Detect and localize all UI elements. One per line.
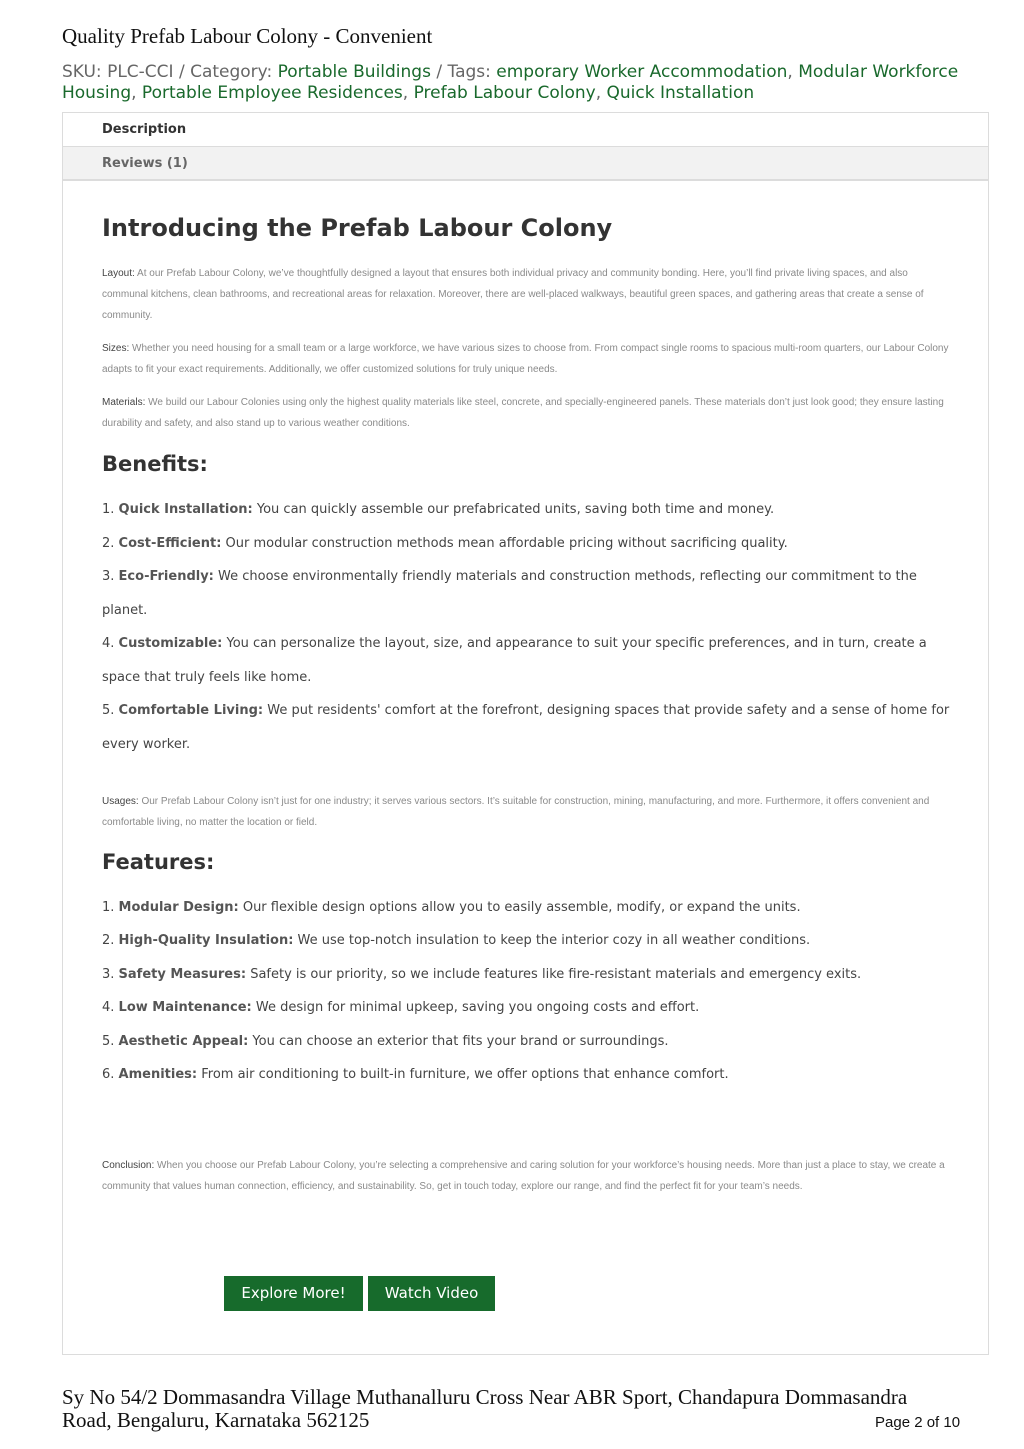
features-heading: Features: xyxy=(102,850,215,874)
feature-text: We design for minimal upkeep, saving you ongoing costs and effort. xyxy=(251,1000,700,1015)
usages-label: Usages: xyxy=(102,796,139,807)
feature-text: You can choose an exterior that fits your brand or surroundings. xyxy=(248,1034,669,1049)
sizes-label: Sizes: xyxy=(102,343,130,354)
usages-text: Our Prefab Labour Colony isn’t just for one industry; it serves various sectors. It’s suitable for construction, mining, manufacturing, and more. Furthermore, it offers convenient and comfortable living, no matter the location or field. xyxy=(102,796,930,828)
feature-item xyxy=(102,924,954,958)
feature-item xyxy=(102,991,954,1025)
materials-label: Materials: xyxy=(102,397,146,408)
feature-title: Safety Measures: xyxy=(118,967,247,982)
benefit-text: We put residents' comfort at the forefront, designing spaces that provide safety and a sense of home for every worker. xyxy=(102,703,950,752)
benefit-title: Eco-Friendly: xyxy=(118,569,214,584)
tag-separator: , xyxy=(787,62,799,82)
list-number: 4. xyxy=(102,1000,119,1015)
tag-separator: , xyxy=(402,83,414,103)
feature-title: Amenities: xyxy=(118,1067,198,1082)
conclusion-label: Conclusion: xyxy=(102,1160,155,1171)
tags-label: / Tags: xyxy=(430,62,497,82)
page-number: Page 2 of 10 xyxy=(875,1414,961,1431)
benefit-title: Comfortable Living: xyxy=(118,703,264,718)
footer-address: Sy No 54/2 Dommasandra Village Muthanalluru Cross Near ABR Sport, Chandapura Dommasandra Road, Bengaluru, Karnataka 562125 xyxy=(62,1385,908,1432)
tab-reviews[interactable]: Reviews (1) xyxy=(63,147,988,181)
layout-text: At our Prefab Labour Colony, we’ve thoughtfully designed a layout that ensures both individual privacy and community bonding. Here, you’ll find private living spaces, and also communal kitchens, clean bathrooms, and recreational areas for relaxation. Moreover, there are well-placed walkways, beautiful green spaces, and gathering areas that create a sense of community. xyxy=(102,268,924,321)
list-number: 6. xyxy=(102,1067,119,1082)
feature-item xyxy=(102,958,954,992)
benefit-item xyxy=(102,493,954,527)
tag-link[interactable]: Quick Installation xyxy=(606,83,755,103)
benefit-title: Customizable: xyxy=(118,636,223,651)
list-number: 1. xyxy=(102,900,119,915)
feature-text: Our flexible design options allow you to easily assemble, modify, or expand the units. xyxy=(238,900,801,915)
tag-link[interactable]: emporary Worker Accommodation xyxy=(496,62,788,82)
feature-item xyxy=(102,1058,954,1092)
feature-title: Aesthetic Appeal: xyxy=(118,1034,249,1049)
feature-text: Safety is our priority, so we include features like fire-resistant materials and emergency exits. xyxy=(246,967,862,982)
benefit-title: Quick Installation: xyxy=(118,502,253,517)
benefit-text: Our modular construction methods mean affordable pricing without sacrificing quality. xyxy=(221,536,788,551)
page-title: Quality Prefab Labour Colony - Convenient xyxy=(62,24,433,48)
list-number: 3. xyxy=(102,967,119,982)
explore-more-button[interactable]: Explore More! xyxy=(224,1276,363,1311)
tab-description[interactable]: Description xyxy=(63,113,988,147)
list-number: 5. xyxy=(102,703,119,718)
benefit-item xyxy=(102,694,954,761)
feature-text: From air conditioning to built-in furniture, we offer options that enhance comfort. xyxy=(197,1067,729,1082)
list-number: 3. xyxy=(102,569,119,584)
sizes-paragraph xyxy=(102,338,954,380)
benefit-text: You can personalize the layout, size, and appearance to suit your specific preferences, and in turn, create a space that truly feels like home. xyxy=(102,636,927,685)
watch-video-button[interactable]: Watch Video xyxy=(368,1276,495,1311)
layout-paragraph xyxy=(102,263,954,326)
sku-value: PLC-CCI xyxy=(107,62,174,82)
feature-item xyxy=(102,891,954,925)
benefits-heading: Benefits: xyxy=(102,452,208,476)
feature-title: High-Quality Insulation: xyxy=(118,933,294,948)
list-number: 5. xyxy=(102,1034,119,1049)
conclusion-text: When you choose our Prefab Labour Colony, you’re selecting a comprehensive and caring solution for your workforce’s housing needs. More than just a place to stay, we create a community that values human connection, efficiency, and sustainability. So, get in touch today, explore our range, and find the perfect fit for your team’s needs. xyxy=(102,1160,945,1192)
benefit-text: We choose environmentally friendly materials and construction methods, reflecting our commitment to the planet. xyxy=(102,569,917,618)
benefit-item xyxy=(102,527,954,561)
tag-link[interactable]: Prefab Labour Colony xyxy=(413,83,596,103)
benefit-title: Cost-Efficient: xyxy=(118,536,222,551)
benefit-text: You can quickly assemble our prefabricated units, saving both time and money. xyxy=(252,502,775,517)
tag-link[interactable]: Modular Workforce Housing xyxy=(62,62,959,103)
feature-item xyxy=(102,1025,954,1059)
category-label: / Category: xyxy=(173,62,278,82)
materials-paragraph xyxy=(102,392,954,434)
list-number: 4. xyxy=(102,636,119,651)
feature-text: We use top-notch insulation to keep the interior cozy in all weather conditions. xyxy=(293,933,811,948)
list-number: 2. xyxy=(102,536,119,551)
content-heading: Introducing the Prefab Labour Colony xyxy=(102,214,613,242)
conclusion-paragraph xyxy=(102,1155,954,1197)
usages-paragraph xyxy=(102,791,954,833)
tag-separator: , xyxy=(595,83,607,103)
tag-separator: , xyxy=(131,83,142,103)
materials-text: We build our Labour Colonies using only the highest quality materials like steel, concrete, and specially-engineered panels. These materials don’t just look good; they ensure lasting durability and safety, and also stand up to various weather conditions. xyxy=(102,397,944,429)
category-link[interactable]: Portable Buildings xyxy=(277,62,431,82)
sizes-text: Whether you need housing for a small team or a large workforce, we have various sizes to choose from. From compact single rooms to spacious multi-room quarters, our Labour Colony adapts to fit your exact requirements. Additionally, we offer customized solutions for truly unique needs. xyxy=(102,343,949,375)
sku-label: SKU: xyxy=(62,62,108,82)
layout-label: Layout: xyxy=(102,268,135,279)
feature-title: Modular Design: xyxy=(118,900,239,915)
feature-title: Low Maintenance: xyxy=(118,1000,252,1015)
benefit-item xyxy=(102,560,954,627)
list-number: 2. xyxy=(102,933,119,948)
tag-link[interactable]: Portable Employee Residences xyxy=(141,83,403,103)
list-number: 1. xyxy=(102,502,119,517)
benefit-item xyxy=(102,627,954,694)
product-meta xyxy=(62,62,962,104)
